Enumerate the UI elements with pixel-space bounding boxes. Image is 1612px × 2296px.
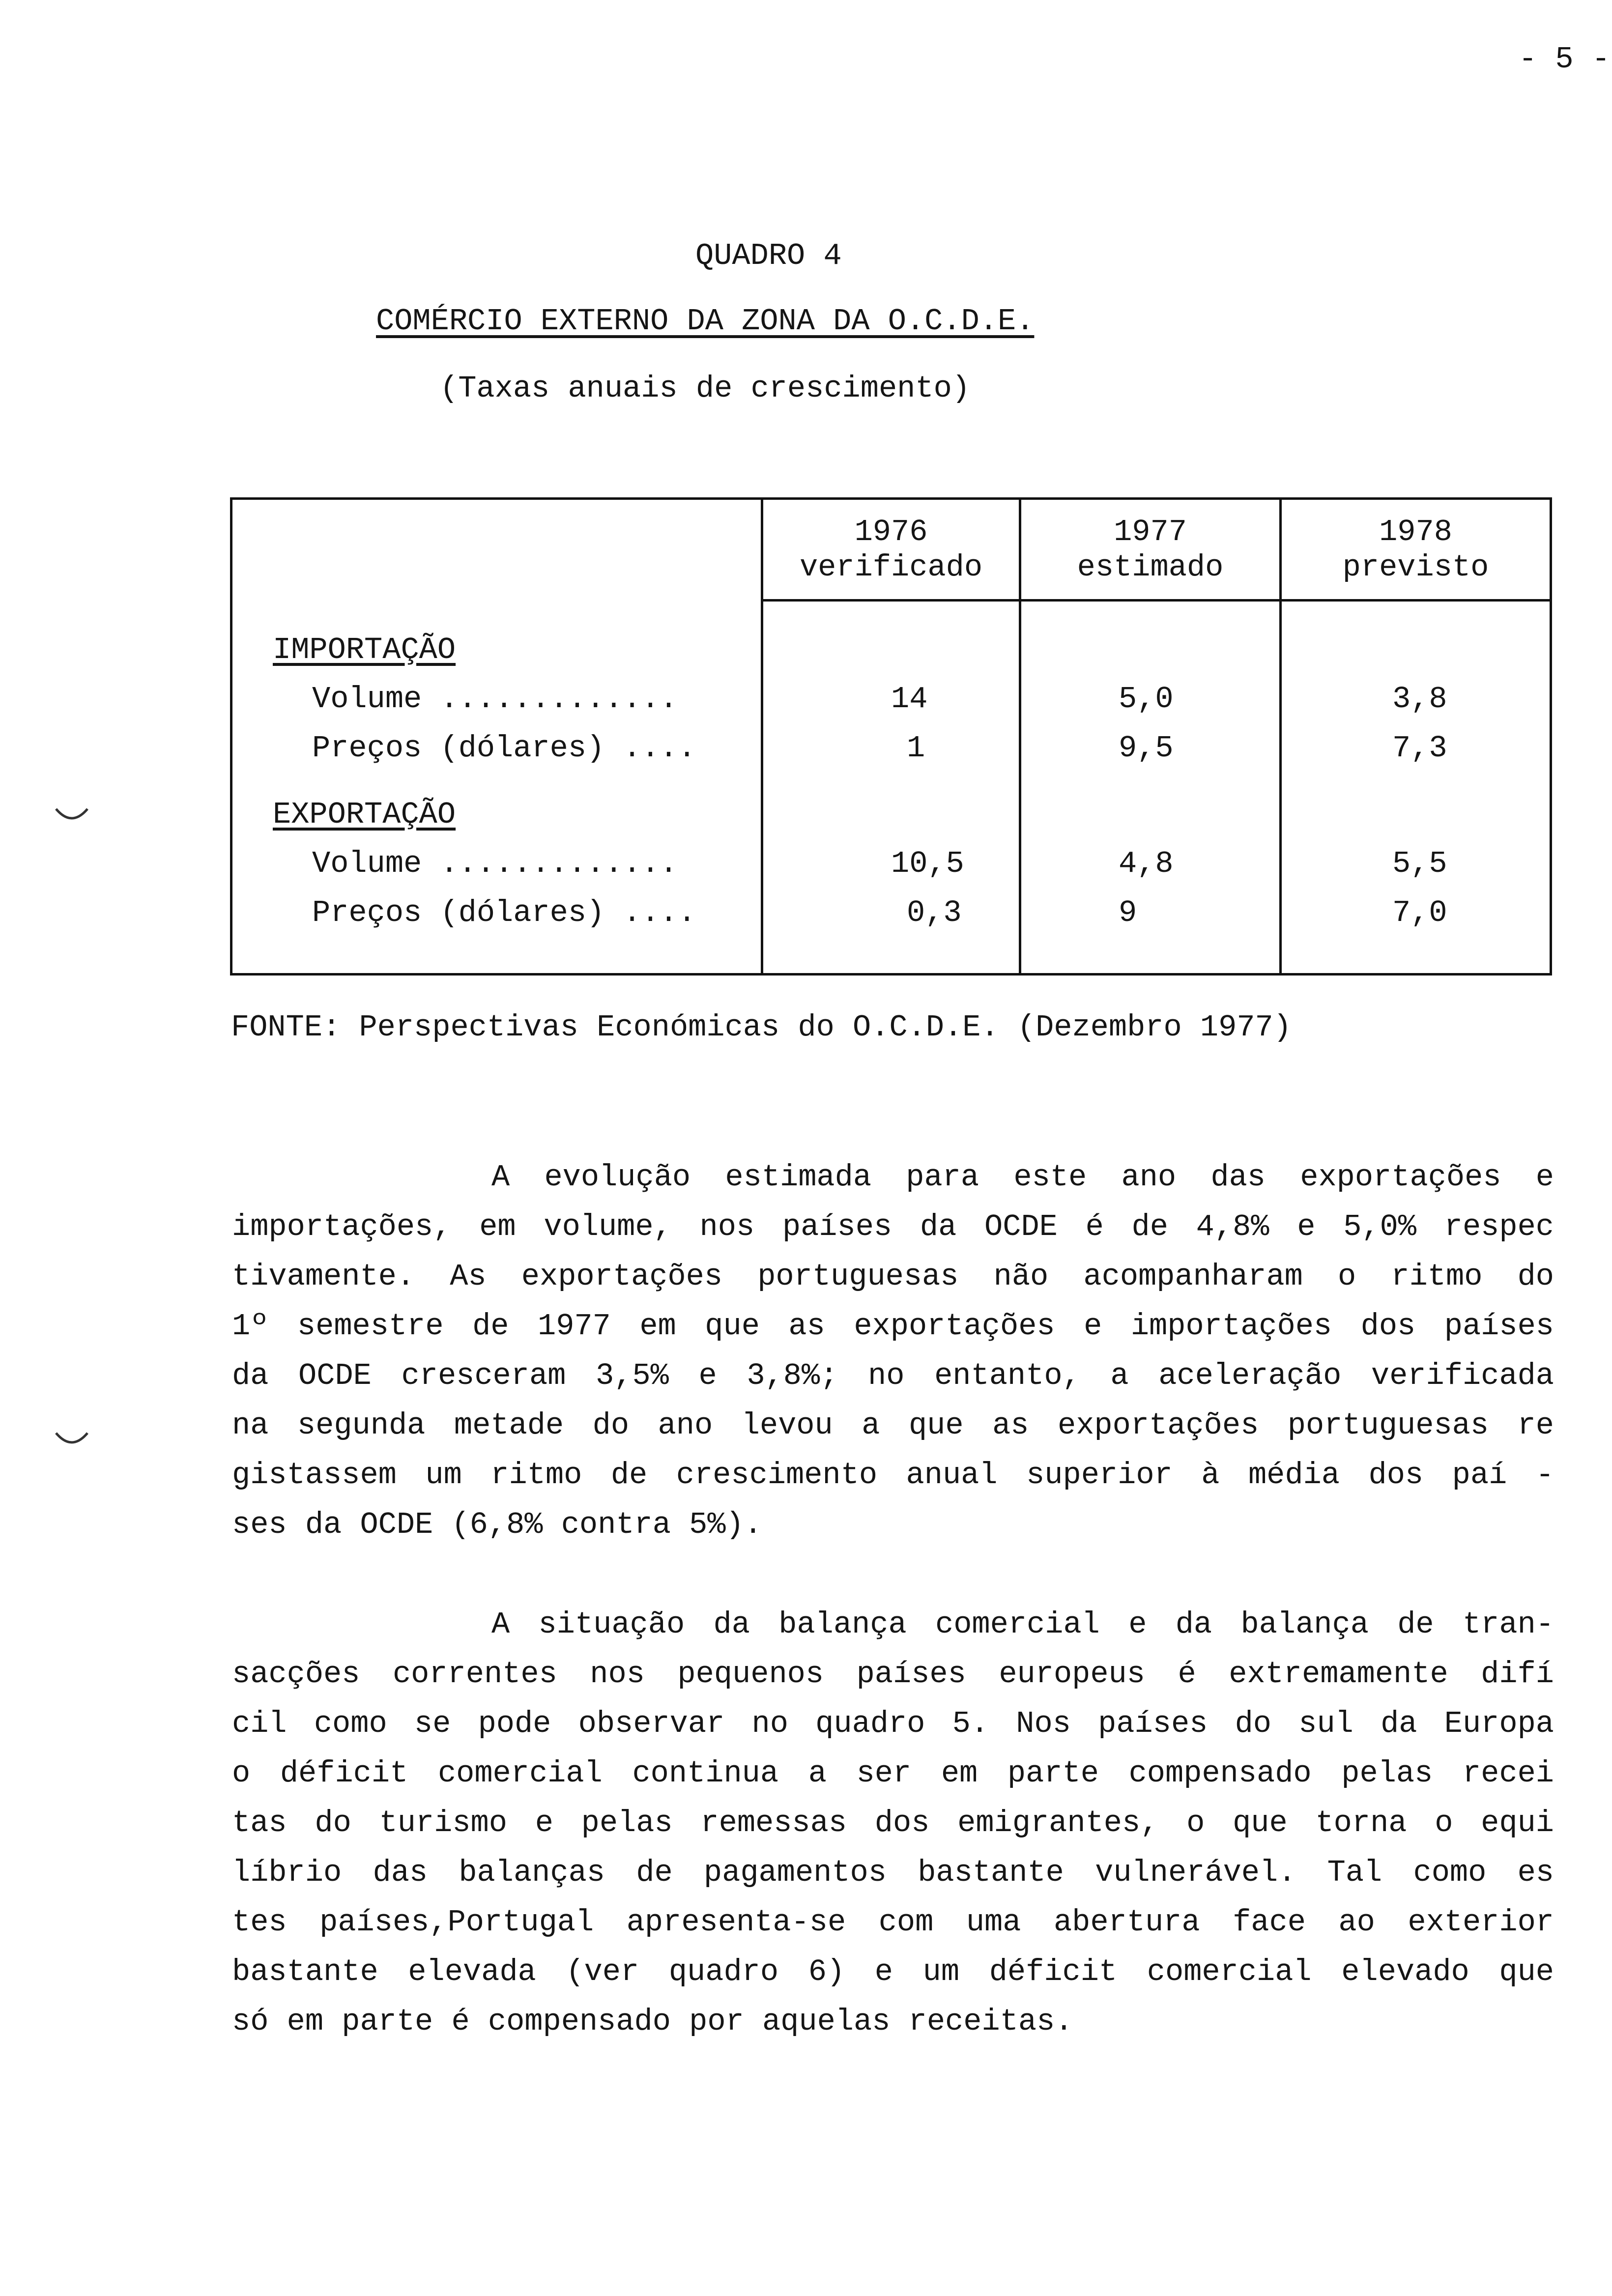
table-cell: 10,5 bbox=[891, 846, 964, 881]
paragraph-line: cil como se pode observar no quadro 5. Nos países do sul da Europa bbox=[232, 1706, 1554, 1741]
column-status: verificado bbox=[799, 550, 983, 585]
paragraph-line: gistassem um ritmo de crescimento anual superior à média dos paí - bbox=[232, 1458, 1554, 1492]
table-cell: 7,0 bbox=[1392, 895, 1447, 930]
paragraph-line: sacções correntes nos pequenos países europeus é extremamente difí bbox=[232, 1657, 1554, 1692]
section-label-importacao: IMPORTAÇÃO bbox=[273, 632, 456, 667]
column-header-1978 bbox=[1282, 515, 1550, 585]
paragraph-line: ses da OCDE (6,8% contra 5%). bbox=[232, 1507, 762, 1542]
column-status: estimado bbox=[1077, 550, 1224, 585]
binding-hole-mark bbox=[54, 1430, 89, 1450]
table-subtitle: (Taxas anuais de crescimento) bbox=[440, 371, 970, 406]
table-cell: 9 bbox=[1119, 895, 1137, 930]
table-cell: 5,0 bbox=[1119, 682, 1174, 717]
table-source: FONTE: Perspectivas Económicas do O.C.D.E. (Dezembro 1977) bbox=[231, 1010, 1292, 1045]
table-title: COMÉRCIO EXTERNO DA ZONA DA O.C.D.E. bbox=[376, 304, 1035, 339]
paragraph-line: tivamente. As exportações portuguesas não acompanharam o ritmo do bbox=[232, 1259, 1554, 1294]
table-cell: 7,3 bbox=[1392, 731, 1447, 766]
data-table bbox=[230, 497, 1552, 976]
paragraph-line: líbrio das balanças de pagamentos bastante vulnerável. Tal como es bbox=[232, 1855, 1554, 1890]
paragraph-line: tes países,Portugal apresenta-se com uma abertura face ao exterior bbox=[232, 1905, 1554, 1940]
column-year: 1978 bbox=[1379, 515, 1452, 549]
paragraph-2 bbox=[232, 1600, 1554, 2046]
paragraph-line: A evolução estimada para este ano das exportações e bbox=[491, 1160, 1554, 1195]
paragraph-line: A situação da balança comercial e da balança de tran- bbox=[491, 1607, 1554, 1642]
paragraph-line: da OCDE cresceram 3,5% e 3,8%; no entanto, a aceleração verificada bbox=[232, 1358, 1554, 1393]
paragraph-line: tas do turismo e pelas remessas dos emigrantes, o que torna o equi bbox=[232, 1806, 1554, 1840]
table-cell: 9,5 bbox=[1119, 731, 1174, 766]
table-cell: 1 bbox=[907, 731, 925, 766]
paragraph-line: o déficit comercial continua a ser em parte compensado pelas recei bbox=[232, 1756, 1554, 1791]
paragraph-line: 1º semestre de 1977 em que as exportações e importações dos países bbox=[232, 1309, 1554, 1344]
paragraph-1 bbox=[232, 1152, 1554, 1550]
column-year: 1977 bbox=[1114, 515, 1187, 549]
column-header-1977 bbox=[1021, 515, 1279, 585]
row-label: Preços (dólares) .... bbox=[312, 731, 696, 766]
column-year: 1976 bbox=[854, 515, 928, 549]
paragraph-line: bastante elevada (ver quadro 6) e um déficit comercial elevado que bbox=[232, 1954, 1554, 1989]
header-divider bbox=[761, 599, 1550, 602]
table-cell: 14 bbox=[891, 682, 928, 717]
column-status: previsto bbox=[1342, 550, 1489, 585]
table-cell: 3,8 bbox=[1392, 682, 1447, 717]
paragraph-line: só em parte é compensado por aquelas receitas. bbox=[232, 2004, 1073, 2039]
section-label-exportacao: EXPORTAÇÃO bbox=[273, 797, 456, 832]
column-header-1976 bbox=[763, 515, 1019, 585]
quadro-label: QUADRO 4 bbox=[695, 238, 842, 273]
row-label: Preços (dólares) .... bbox=[312, 895, 696, 930]
table-cell: 4,8 bbox=[1119, 846, 1174, 881]
table-cell: 0,3 bbox=[907, 895, 962, 930]
binding-hole-mark bbox=[54, 806, 89, 826]
page-number: - 5 - bbox=[1519, 42, 1611, 77]
paragraph-line: na segunda metade do ano levou a que as exportações portuguesas re bbox=[232, 1408, 1554, 1443]
row-label: Volume ............. bbox=[312, 846, 678, 881]
paragraph-line: importações, em volume, nos países da OCDE é de 4,8% e 5,0% respec bbox=[232, 1209, 1554, 1244]
table-cell: 5,5 bbox=[1392, 846, 1447, 881]
row-label: Volume ............. bbox=[312, 682, 678, 717]
